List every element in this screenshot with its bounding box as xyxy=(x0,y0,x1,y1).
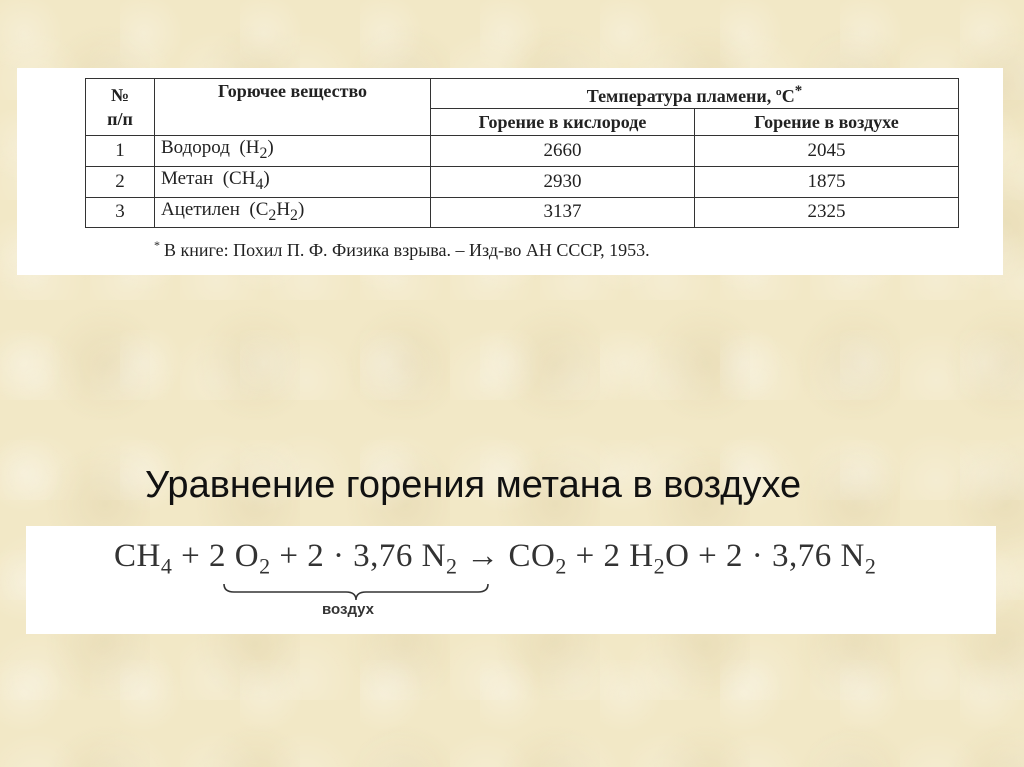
eq-operator: + xyxy=(270,538,308,574)
formula-subscript: 2 xyxy=(268,206,277,224)
col-substance-header xyxy=(155,79,431,136)
substance-name: Ацетилен xyxy=(161,198,240,220)
cell-oxygen: 2930 xyxy=(431,166,695,197)
cell-air: 2325 xyxy=(695,197,959,228)
formula-subscript: 4 xyxy=(255,175,264,193)
table-row xyxy=(86,136,959,167)
underbrace-icon xyxy=(222,582,490,602)
eq-term: 2 O xyxy=(208,538,260,574)
footnote-mark: * xyxy=(154,238,160,252)
eq-term: CO xyxy=(508,538,556,574)
formula-part: ) xyxy=(297,198,305,220)
eq-subscript: 2 xyxy=(446,553,458,579)
cell-oxygen: 3137 xyxy=(431,197,695,228)
cell-number: 2 xyxy=(86,166,155,197)
formula-part: (H xyxy=(239,137,260,158)
eq-subscript: 4 xyxy=(160,553,173,579)
formula-part: H xyxy=(276,198,291,220)
footnote-text: В книге: Похил П. Ф. Физика взрыва. – Изд-во АН СССР, 1953. xyxy=(164,240,650,260)
eq-term: O xyxy=(665,538,690,574)
table-row xyxy=(86,197,959,228)
formula-part: ) xyxy=(263,167,270,189)
eq-term: 2 · 3,76 N xyxy=(307,538,447,574)
formula-subscript: 2 xyxy=(290,206,298,224)
table-footnote xyxy=(154,238,650,261)
col-air-header-label: Горение в воздухе xyxy=(754,112,899,132)
temperature-footnote-mark: * xyxy=(794,83,803,99)
eq-subscript: 2 xyxy=(555,553,567,579)
col-oxygen-header-label: Горение в кислороде xyxy=(478,112,647,132)
col-oxygen-header xyxy=(431,109,695,136)
col-temperature-header xyxy=(431,79,959,109)
flame-temperature-table xyxy=(85,78,959,228)
cell-substance xyxy=(155,197,431,228)
col-air-header xyxy=(695,109,959,136)
eq-term: CH xyxy=(114,538,161,574)
table-row xyxy=(86,166,959,197)
equation-panel xyxy=(26,526,996,634)
eq-operator: + xyxy=(172,538,209,574)
substance-name: Метан xyxy=(161,167,214,189)
cell-air: 2045 xyxy=(695,136,959,167)
slide-heading: Уравнение горения метана в воздухе xyxy=(145,464,802,506)
eq-term: 2 H xyxy=(603,538,654,574)
cell-substance xyxy=(155,166,431,197)
col-substance-header-label: Горючее вещество xyxy=(217,81,368,101)
formula-part: ) xyxy=(267,137,274,158)
formula-part: (C xyxy=(249,198,269,220)
col-number-header xyxy=(86,79,155,136)
cell-air: 1875 xyxy=(695,166,959,197)
formula-part: (CH xyxy=(222,167,256,189)
eq-subscript: 2 xyxy=(259,553,271,579)
cell-number: 1 xyxy=(86,136,155,167)
eq-term: 2 · 3,76 N xyxy=(726,538,865,574)
col-number-header-line2: п/п xyxy=(107,109,133,129)
cell-oxygen: 2660 xyxy=(431,136,695,167)
col-number-header-line1: № xyxy=(110,85,130,105)
eq-subscript: 2 xyxy=(653,553,666,579)
col-temperature-header-label: Температура пламени, ºС xyxy=(586,86,795,106)
table-header-row xyxy=(86,79,959,109)
eq-operator: + xyxy=(566,538,604,574)
cell-number: 3 xyxy=(86,197,155,228)
cell-substance xyxy=(155,136,431,167)
eq-subscript: 2 xyxy=(864,553,877,579)
table-panel xyxy=(17,68,1003,275)
reaction-arrow: → xyxy=(457,538,509,574)
combustion-equation xyxy=(114,538,876,580)
eq-operator: + xyxy=(689,538,727,574)
formula-subscript: 2 xyxy=(259,144,268,162)
substance-name: Водород xyxy=(161,137,230,158)
brace-label: воздух xyxy=(322,601,375,618)
